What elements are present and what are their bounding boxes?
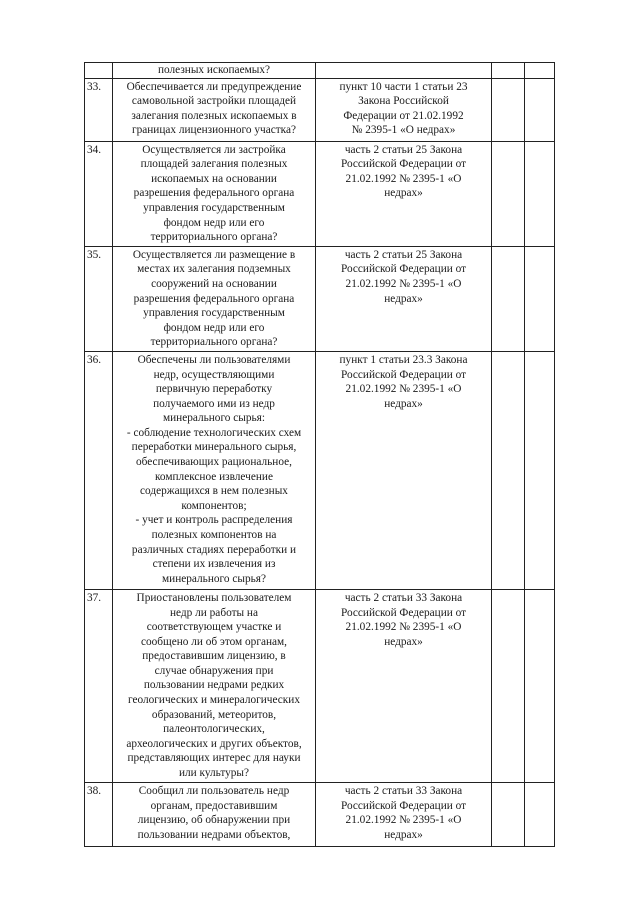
question-cell: Сообщил ли пользователь недр органам, предоставившим лицензию, об обнаружении при пользовании недрами объектов, xyxy=(113,782,316,846)
empty-cell xyxy=(525,141,555,246)
question-cell: полезных ископаемых? xyxy=(113,63,316,79)
reference-cell xyxy=(316,63,492,79)
empty-cell xyxy=(492,78,525,141)
row-number: 37. xyxy=(85,589,113,782)
empty-cell xyxy=(525,351,555,589)
reference-cell: часть 2 статьи 25 Закона Российской Федерации от 21.02.1992 № 2395-1 «О недрах» xyxy=(316,141,492,246)
empty-cell xyxy=(525,589,555,782)
table-row xyxy=(85,78,555,141)
table-row xyxy=(85,63,555,79)
row-number: 36. xyxy=(85,351,113,589)
empty-cell xyxy=(492,589,525,782)
empty-cell xyxy=(525,63,555,79)
empty-cell xyxy=(525,78,555,141)
reference-cell: часть 2 статьи 33 Закона Российской Федерации от 21.02.1992 № 2395-1 «О недрах» xyxy=(316,782,492,846)
table-row xyxy=(85,782,555,846)
row-number xyxy=(85,63,113,79)
empty-cell xyxy=(492,63,525,79)
empty-cell xyxy=(492,246,525,351)
row-number: 33. xyxy=(85,78,113,141)
table-row xyxy=(85,246,555,351)
empty-cell xyxy=(492,141,525,246)
question-cell: Приостановлены пользователем недр ли работы на соответствующем участке и сообщено ли об этом органам, предоставившим лицензию, в случае обнаружения при пользовании недрами редких геологических и минералогических образований, метеоритов, палеонтологических, археологических и других объектов, представляющих интерес для науки или культуры? xyxy=(113,589,316,782)
reference-cell: часть 2 статьи 25 Закона Российской Федерации от 21.02.1992 № 2395-1 «О недрах» xyxy=(316,246,492,351)
empty-cell xyxy=(492,351,525,589)
reference-cell: часть 2 статьи 33 Закона Российской Федерации от 21.02.1992 № 2395-1 «О недрах» xyxy=(316,589,492,782)
table-row xyxy=(85,589,555,782)
question-cell: Осуществляется ли размещение в местах их залегания подземных сооружений на основании разрешения федерального органа управления государственным фондом недр или его территориального органа? xyxy=(113,246,316,351)
empty-cell xyxy=(525,246,555,351)
row-number: 35. xyxy=(85,246,113,351)
checklist-table xyxy=(84,62,555,847)
reference-cell: пункт 1 статьи 23.3 Закона Российской Федерации от 21.02.1992 № 2395-1 «О недрах» xyxy=(316,351,492,589)
table-row xyxy=(85,351,555,589)
table-row xyxy=(85,141,555,246)
question-cell: Обеспечивается ли предупреждение самовольной застройки площадей залегания полезных ископаемых в границах лицензионного участка? xyxy=(113,78,316,141)
question-cell: Осуществляется ли застройка площадей залегания полезных ископаемых на основании разрешения федерального органа управления государственным фондом недр или его территориального органа? xyxy=(113,141,316,246)
reference-cell: пункт 10 части 1 статьи 23 Закона Российской Федерации от 21.02.1992 № 2395-1 «О недрах» xyxy=(316,78,492,141)
row-number: 34. xyxy=(85,141,113,246)
row-number: 38. xyxy=(85,782,113,846)
empty-cell xyxy=(525,782,555,846)
question-cell: Обеспечены ли пользователями недр, осуществляющими первичную переработку получаемого ими из недр минерального сырья: - соблюдение технологических схем переработки минерального сырья, обеспечивающих рациональное, комплексное извлечение содержащихся в нем полезных компонентов; - учет и контроль распределения полезных компонентов на различных стадиях переработки и степени их извлечения из минерального сырья? xyxy=(113,351,316,589)
empty-cell xyxy=(492,782,525,846)
